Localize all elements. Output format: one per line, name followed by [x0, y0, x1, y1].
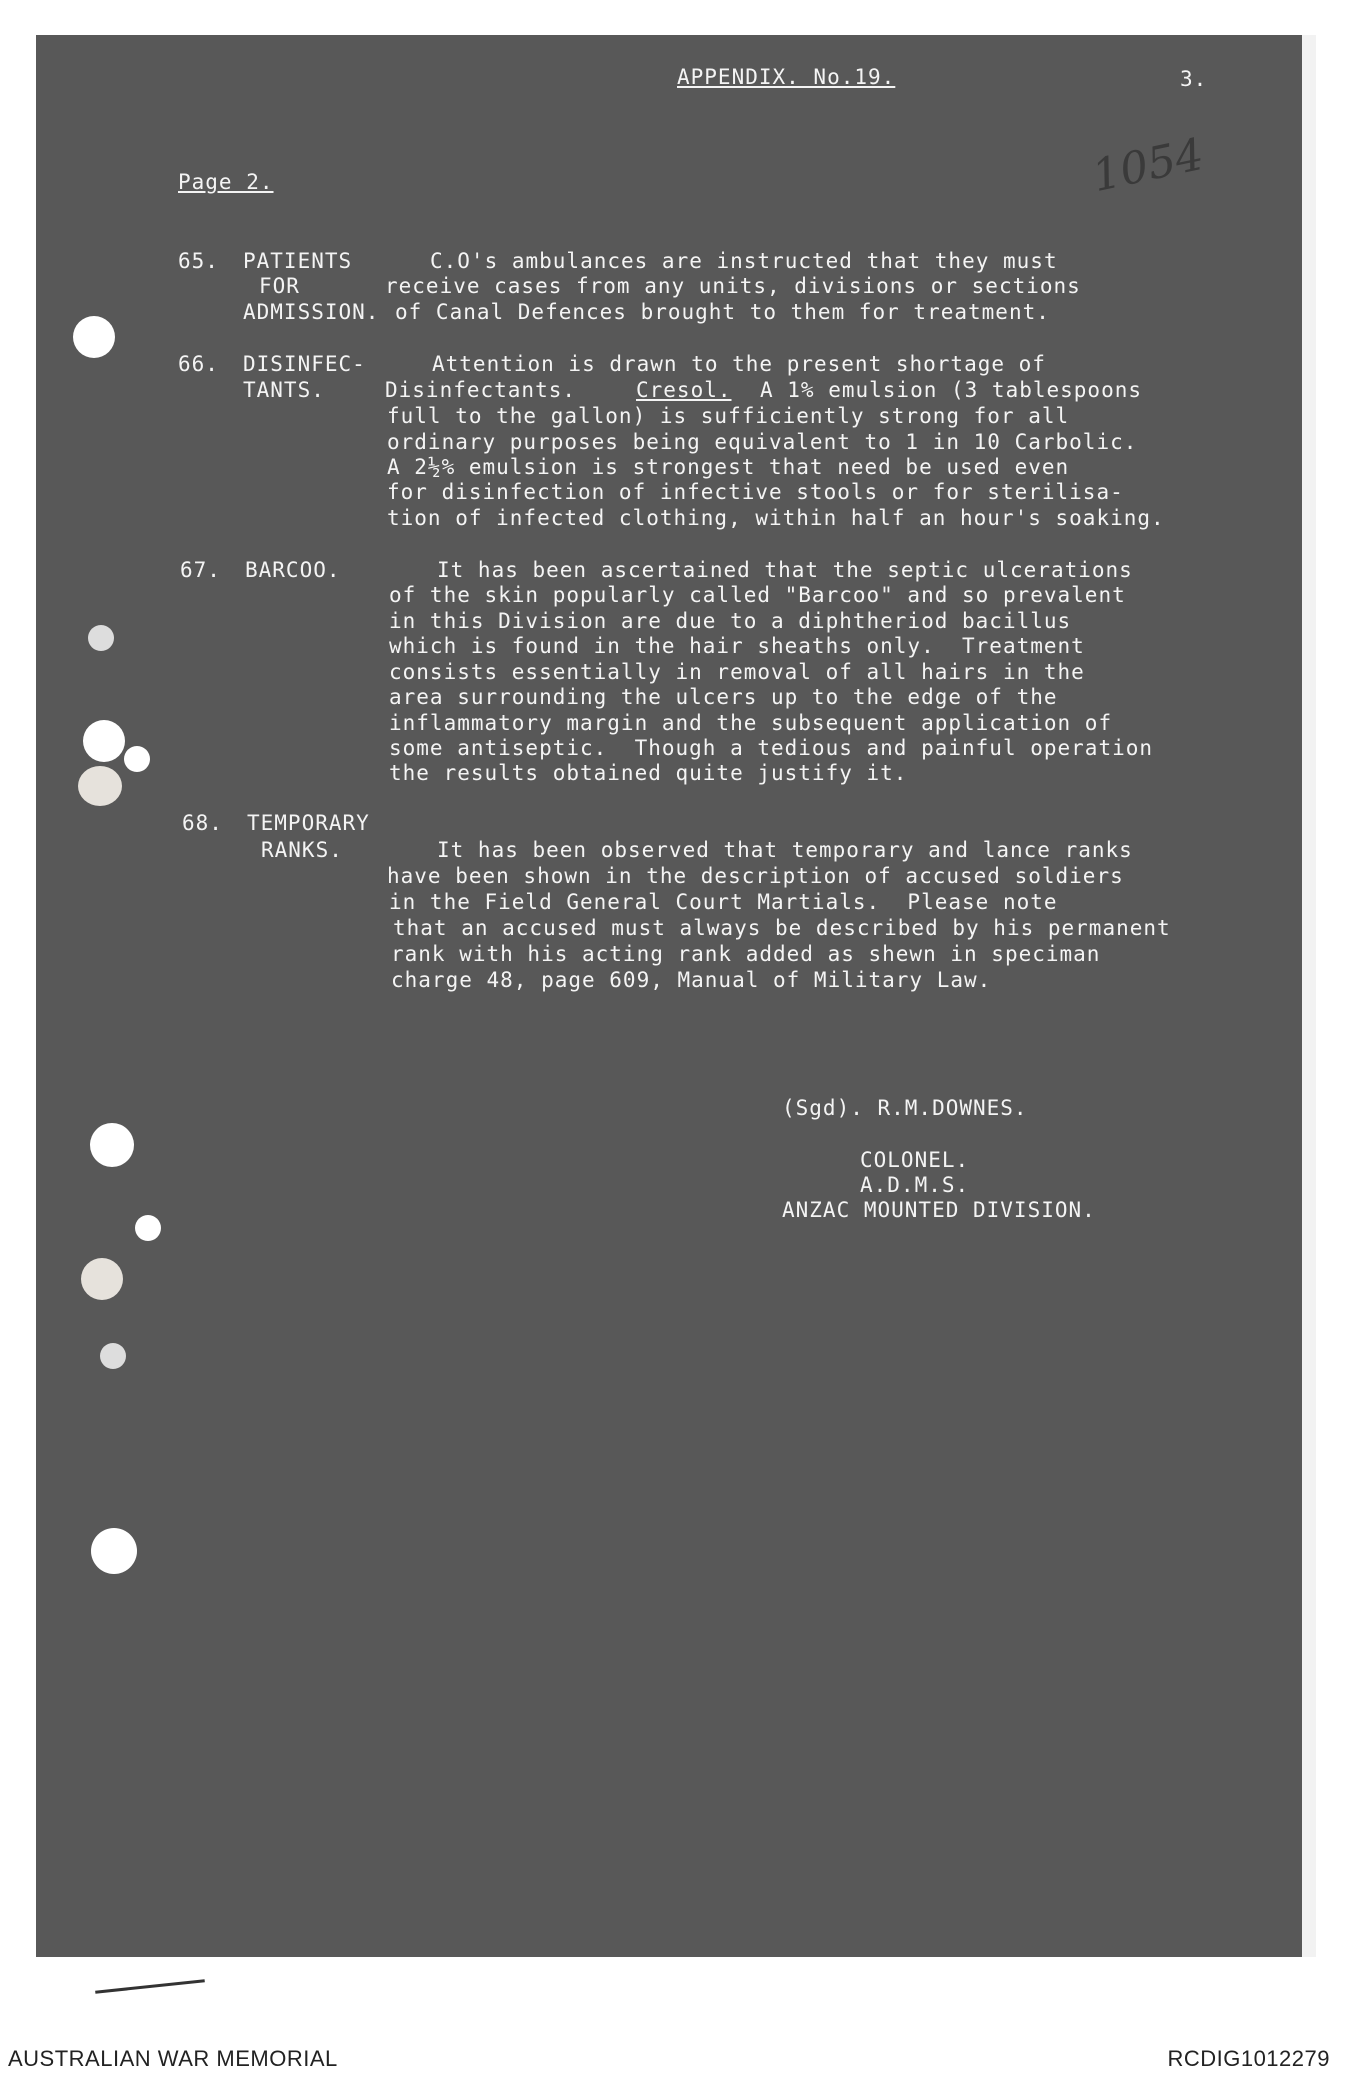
footer-institution: AUSTRALIAN WAR MEMORIAL — [8, 2046, 338, 2071]
body-line-emphasis: Cresol. — [636, 378, 732, 402]
punch-hole — [88, 625, 114, 651]
body-line: of the skin popularly called "Barcoo" and so prevalent — [389, 583, 1126, 607]
body-line: that an accused must always be described by his permanent — [393, 916, 1171, 940]
body-line: ordinary purposes being equivalent to 1 in 10 Carbolic. — [387, 430, 1138, 454]
body-line: It has been observed that temporary and lance ranks — [437, 838, 1133, 862]
punch-hole — [81, 1258, 123, 1300]
body-line: for disinfection of infective stools or for sterilisa- — [387, 480, 1124, 504]
punch-hole — [100, 1343, 126, 1369]
item-number: 68. — [182, 811, 223, 835]
signature-name: (Sgd). R.M.DOWNES. — [782, 1096, 1028, 1120]
body-line: some antiseptic. Though a tedious and painful operation — [389, 736, 1154, 760]
body-line: receive cases from any units, divisions or sections — [385, 274, 1081, 298]
footer-catalog-id: RCDIG1012279 — [1167, 2046, 1330, 2071]
item-number: 67. — [180, 558, 221, 582]
punch-hole — [91, 1528, 137, 1574]
signature-unit: ANZAC MOUNTED DIVISION. — [782, 1198, 1096, 1222]
item-heading: BARCOO. — [245, 558, 341, 582]
body-line: of Canal Defences brought to them for treatment. — [395, 300, 1050, 324]
body-line: in the Field General Court Martials. Please note — [389, 890, 1058, 914]
body-line: tion of infected clothing, within half an hour's soaking. — [387, 506, 1165, 530]
sheet-number: 3. — [1180, 67, 1208, 91]
item-heading: DISINFEC- — [243, 352, 366, 376]
body-line: C.O's ambulances are instructed that they must — [430, 249, 1058, 273]
body-line: It has been ascertained that the septic ulcerations — [437, 558, 1133, 582]
signature-title: A.D.M.S. — [860, 1173, 970, 1197]
body-line: full to the gallon) is sufficiently strong for all — [387, 404, 1070, 428]
body-line: area surrounding the ulcers up to the edge of the — [389, 685, 1058, 709]
punch-hole — [124, 746, 150, 772]
body-line: charge 48, page 609, Manual of Military Law. — [391, 968, 992, 992]
punch-hole — [78, 766, 122, 806]
item-heading: ADMISSION. — [243, 300, 380, 324]
item-heading: TANTS. — [243, 378, 325, 402]
item-heading: RANKS. — [261, 838, 343, 862]
item-heading: PATIENTS — [243, 249, 353, 273]
body-line: inflammatory margin and the subsequent application of — [389, 711, 1113, 735]
item-heading: FOR — [259, 274, 300, 298]
appendix-heading: APPENDIX. No.19. — [677, 65, 896, 89]
signature-rank: COLONEL. — [860, 1148, 970, 1172]
body-line: Disinfectants. — [385, 378, 577, 402]
body-line: Attention is drawn to the present shortage of — [432, 352, 1046, 376]
page-edge-mark — [95, 1979, 205, 1993]
page-label: Page 2. — [178, 170, 274, 194]
item-number: 65. — [178, 249, 219, 273]
item-heading: TEMPORARY — [247, 811, 370, 835]
punch-hole — [73, 316, 115, 358]
handwritten-folio-number: 1054 — [1087, 128, 1209, 203]
punch-hole — [135, 1215, 161, 1241]
item-number: 66. — [178, 352, 219, 376]
body-line: A 2½% emulsion is strongest that need be used even — [387, 455, 1070, 479]
punch-hole — [90, 1123, 134, 1167]
body-line: rank with his acting rank added as shewn in speciman — [391, 942, 1101, 966]
body-line: A 1% emulsion (3 tablespoons — [760, 378, 1143, 402]
body-line: in this Division are due to a diphtheriod bacillus — [389, 609, 1072, 633]
body-line: consists essentially in removal of all hairs in the — [389, 660, 1085, 684]
punch-hole — [83, 720, 125, 762]
body-line: have been shown in the description of accused soldiers — [387, 864, 1124, 888]
body-line: which is found in the hair sheaths only. Treatment — [389, 634, 1085, 658]
body-line: the results obtained quite justify it. — [389, 761, 908, 785]
